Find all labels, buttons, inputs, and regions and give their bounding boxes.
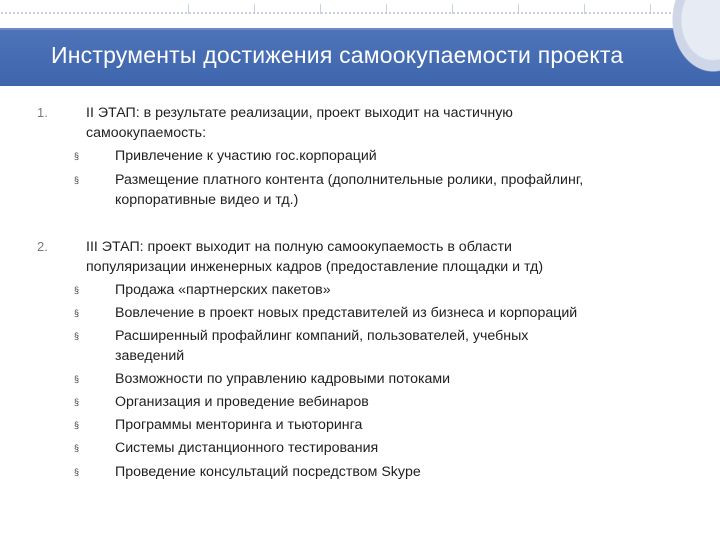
list-item bbox=[115, 438, 675, 458]
bullet-icon: § bbox=[74, 374, 80, 384]
slide-title: Инструменты достижения самоокупаемости проекта bbox=[51, 42, 624, 68]
bullet-icon: § bbox=[74, 397, 80, 407]
bullet-icon: § bbox=[74, 443, 80, 453]
list-item bbox=[115, 146, 675, 166]
bullet-icon: § bbox=[74, 308, 80, 318]
list-item bbox=[115, 369, 675, 389]
bullet-icon: § bbox=[74, 285, 80, 295]
list-item-line: Продажа «партнерских пакетов» bbox=[115, 282, 331, 298]
list-item bbox=[115, 303, 675, 323]
list-item-line: Привлечение к участию гос.корпораций bbox=[115, 148, 377, 164]
bullet-icon: § bbox=[74, 151, 80, 161]
section-number: 1. bbox=[37, 105, 48, 120]
list-item-line: Вовлечение в проект новых представителей из бизнеса и корпораций bbox=[115, 305, 578, 321]
list-item-line: Размещение платного контента (дополнительные ролики, профайлинг, bbox=[115, 172, 584, 188]
list-item-line: Расширенный профайлинг компаний, пользователей, учебных bbox=[115, 328, 529, 344]
bullet-icon: § bbox=[74, 175, 80, 185]
list-item bbox=[115, 462, 675, 482]
section-text-line: популяризации инженерных кадров (предоставление площадки и тд) bbox=[86, 259, 544, 275]
bullet-icon: § bbox=[74, 467, 80, 477]
list-item-line: Организация и проведение вебинаров bbox=[115, 394, 369, 410]
list-item-line: Системы дистанционного тестирования bbox=[115, 440, 379, 456]
list-item-line: Программы менторинга и тьюторинга bbox=[115, 417, 363, 433]
list-item bbox=[115, 415, 675, 435]
section-text-line: II ЭТАП: в результате реализации, проект выходит на частичную bbox=[86, 105, 513, 121]
section-text-line: III ЭТАП: проект выходит на полную самоокупаемость в области bbox=[86, 239, 512, 255]
list-item bbox=[115, 280, 675, 300]
list-item bbox=[115, 170, 675, 210]
list-item-line: заведений bbox=[115, 348, 185, 364]
list-item-line: Возможности по управлению кадровыми потоками bbox=[115, 371, 451, 387]
list-item bbox=[115, 392, 675, 412]
section-text bbox=[86, 237, 646, 277]
section-number: 2. bbox=[37, 239, 48, 254]
list-item-line: Проведение консультаций посредством Skype bbox=[115, 464, 421, 480]
bullet-icon: § bbox=[74, 420, 80, 430]
bullet-icon: § bbox=[74, 331, 80, 341]
section-text-line: самоокупаемость: bbox=[86, 125, 207, 141]
list-item bbox=[115, 326, 675, 366]
section-text bbox=[86, 103, 646, 143]
list-item-line: корпоративные видео и тд.) bbox=[115, 192, 299, 208]
